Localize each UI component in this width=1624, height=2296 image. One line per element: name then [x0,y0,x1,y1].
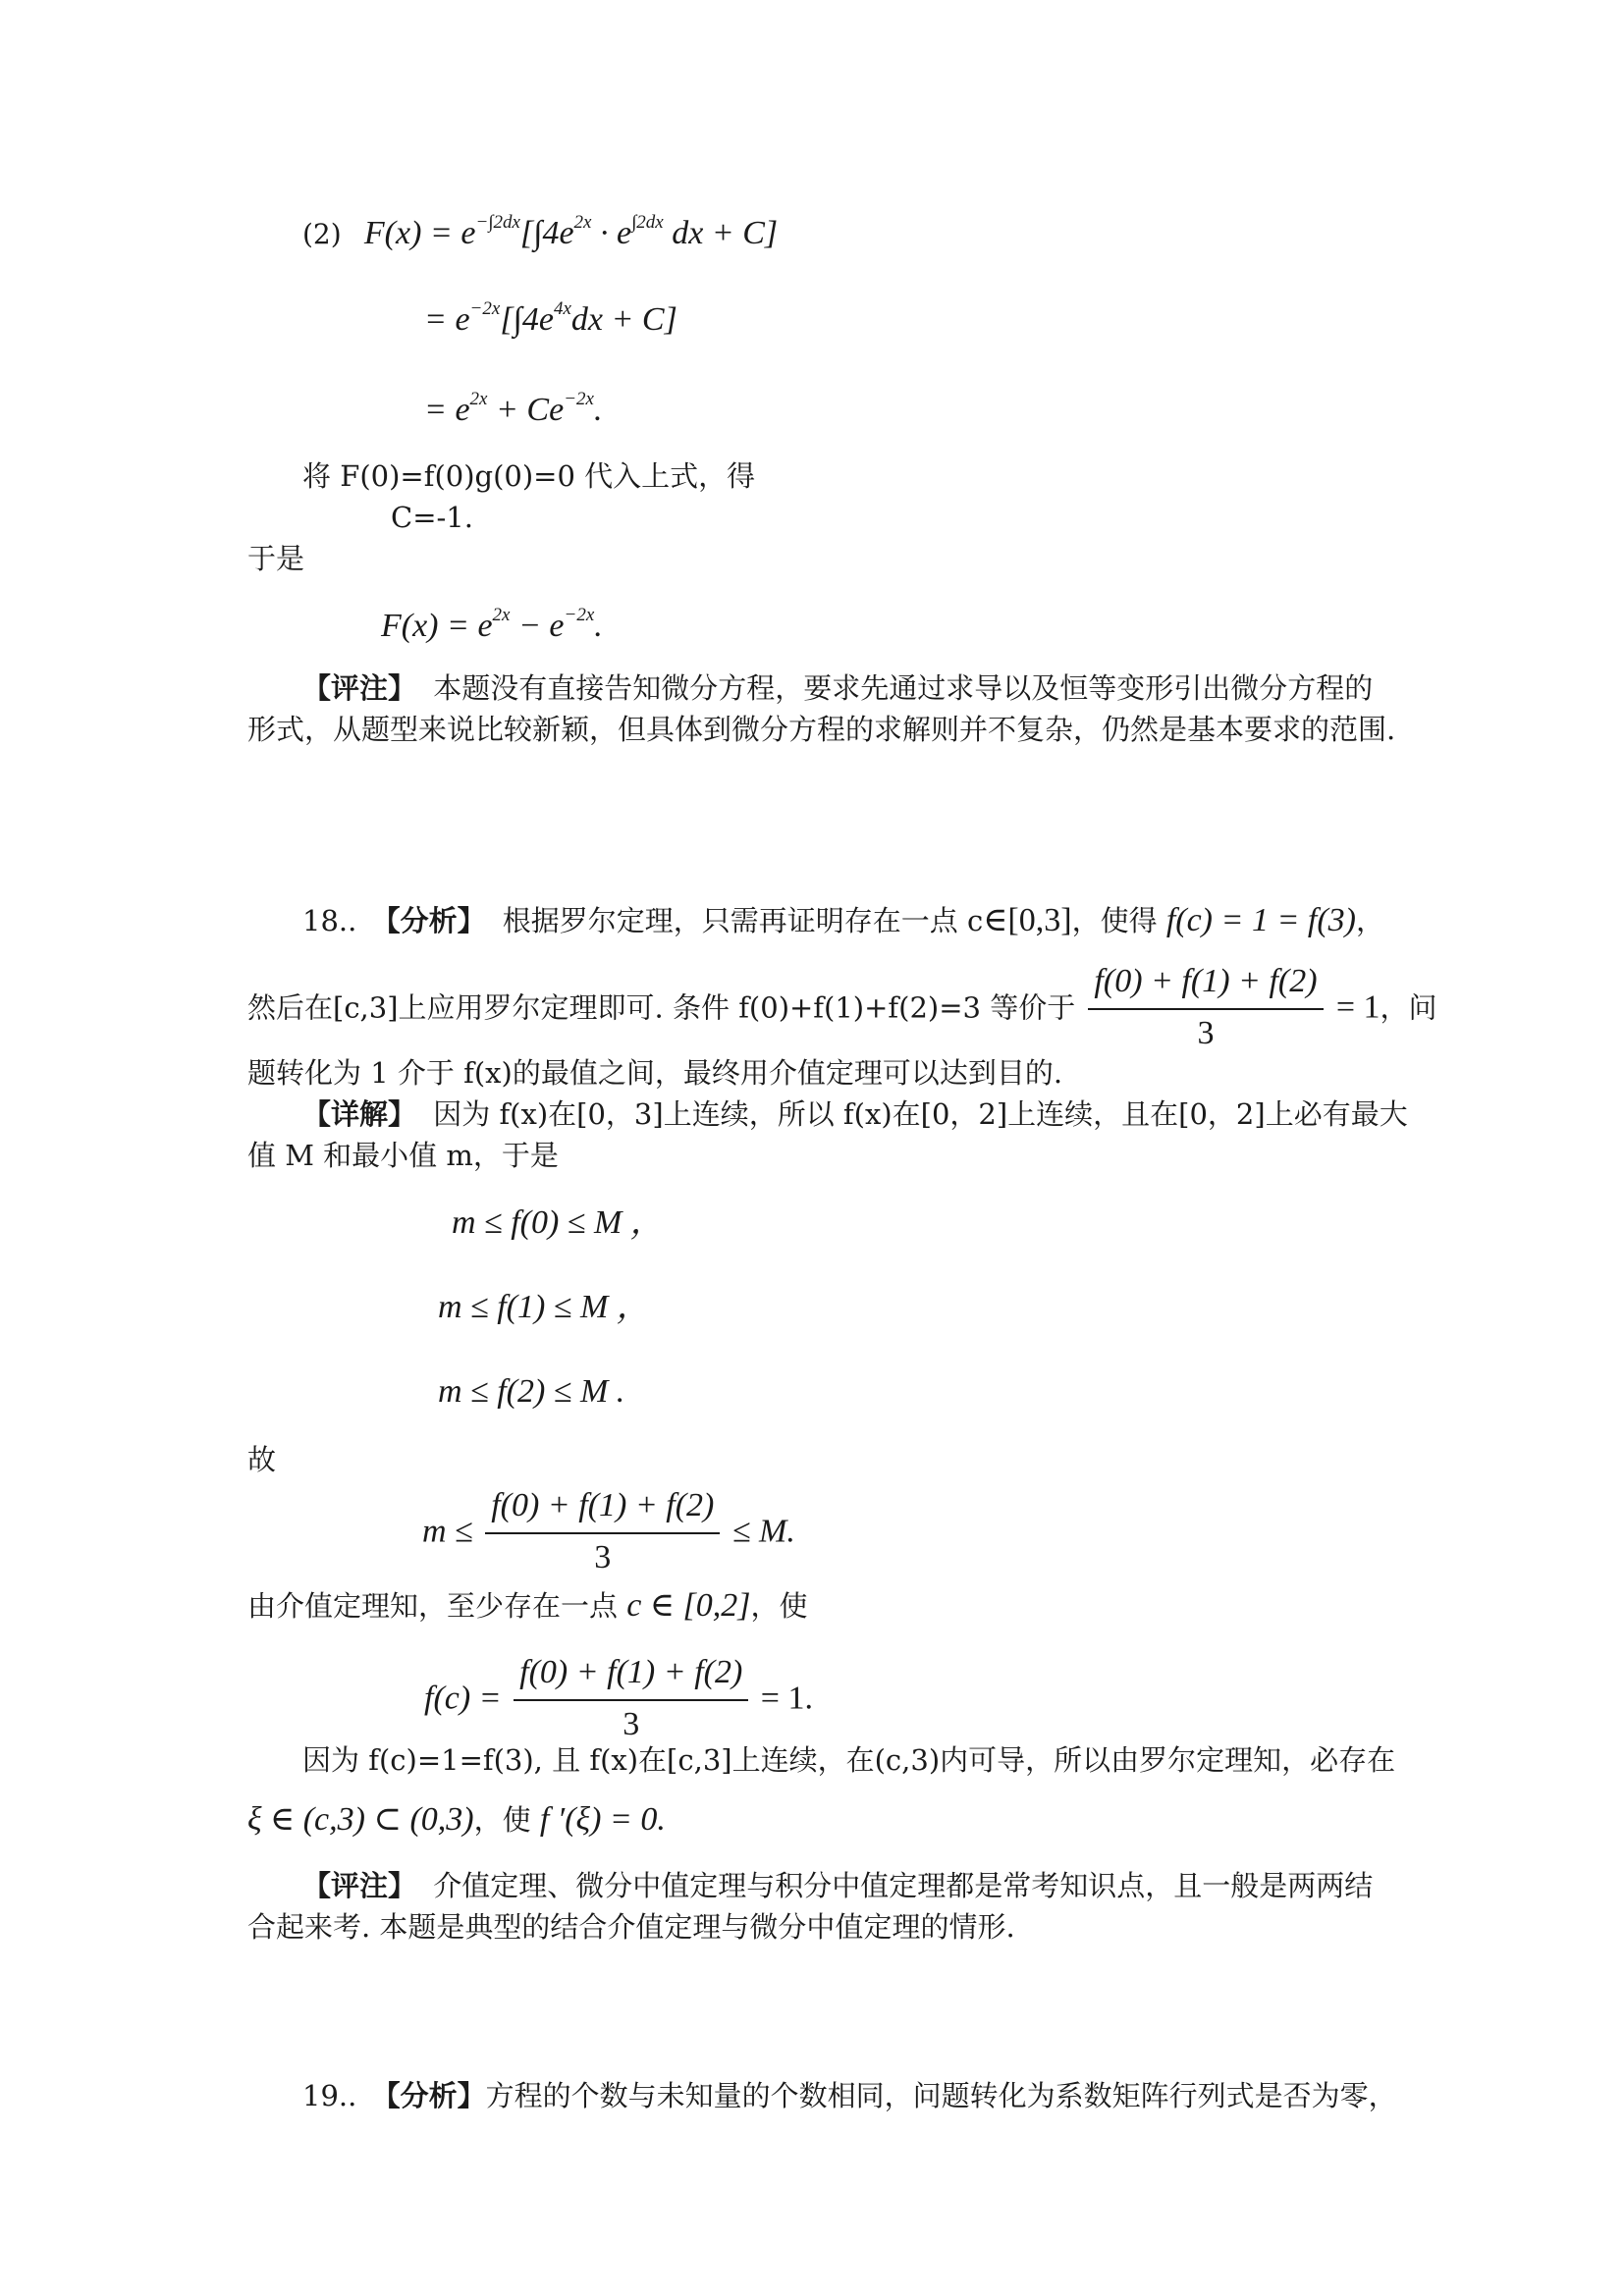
q18-detail1 [302,1097,1408,1132]
ineq-f0: m ≤ f(0) ≤ M ， [452,1204,664,1241]
comment18-line2: 合起来考. 本题是典型的结合介值定理与微分中值定理的情形. [247,1910,1015,1944]
fc-equation [424,1653,813,1745]
q18-number: 18.. [302,904,357,937]
q18-detail2: 值 M 和最小值 m，于是 [247,1139,559,1172]
q19-analysis-tag: 【分析】 [371,2079,486,2112]
gu-text: 故 [247,1443,277,1476]
comment18-text1: 介值定理、微分中值定理与积分中值定理都是常考知识点，且一般是两两结 [433,1869,1374,1902]
combined-denominator: 3 [594,1538,612,1575]
q18-text2: 然后在[c,3]上应用罗尔定理即可. 条件 f(0)+f(1)+f(2)=3 等价于 [247,990,1076,1025]
step1-integral-open: [∫4e [519,215,574,251]
c-value: C=-1. [391,501,473,534]
detail-tag: 【详解】 [302,1097,417,1131]
comment18-tag: 【评注】 [302,1869,417,1902]
ivt-end: ，使 [750,1589,808,1623]
final-formula [381,607,603,647]
combined-left: m ≤ [422,1513,473,1550]
step3-exponent-2: −2x [564,389,594,409]
q18-line3: 题转化为 1 介于 f(x)的最值之间，最终用介值定理可以达到目的. [247,1056,1063,1090]
final-exponent-2: −2x [564,605,595,625]
fc-right: = 1. [760,1680,813,1717]
fraction-denominator: 3 [1197,1014,1215,1051]
fraction-numerator: f(0) + f(1) + f(2) [1088,962,1323,1010]
rolle-math2: f ′(ξ) = 0. [539,1801,666,1838]
ineq-f1: m ≤ f(1) ≤ M ， [438,1289,650,1325]
final-b: − e [510,608,565,644]
ineq-f2: m ≤ f(2) ≤ M . [438,1373,625,1410]
step1-mid: · e [591,215,632,251]
part2-step3 [424,391,602,431]
final-exponent: 2x [492,605,511,625]
step2-exponent: −2x [469,298,501,319]
rolle-text2: ，使 [473,1803,531,1837]
step1-lhs: F(x) = e [363,215,476,251]
rolle-math1: ξ ∈ (c,3) ⊂ (0,3) [247,1801,474,1838]
q18-line2 [247,962,1437,1054]
rolle-line2 [247,1800,666,1841]
comment-tag: 【评注】 [302,671,417,705]
fc-left: f(c) = [424,1680,502,1717]
q19-line1 [302,2079,1397,2113]
step1-tail: dx + C] [672,215,779,251]
combined-fraction [485,1486,720,1578]
step3-c: . [593,392,603,428]
comment17-line2: 形式，从题型来说比较新颖，但具体到微分方程的求解则并不复杂，仍然是基本要求的范围. [247,713,1396,746]
step1-exponent-3: ∫2dx [631,212,664,233]
step3-exponent: 2x [469,389,488,409]
part2-step2 [424,300,677,341]
ivt-text: 由介值定理知，至少存在一点 [247,1589,619,1623]
step2-a: = e [424,301,470,338]
detail-text1: 因为 f(x)在[0，3]上连续，所以 f(x)在[0，2]上连续，且在[0，2]上必有最大 [433,1097,1408,1131]
q18-fraction [1088,962,1323,1054]
step3-a: = e [424,392,470,428]
combined-numerator: f(0) + f(1) + f(2) [485,1486,720,1534]
final-c: . [594,608,603,644]
rolle-line1: 因为 f(c)=1=f(3), 且 f(x)在[c,3]上连续，在(c,3)内可导，所以由罗尔定理知，必存在 [302,1743,1396,1777]
part-label: (2) [302,218,342,250]
substitute-text: 将 F(0)=f(0)g(0)=0 代入上式，得 [302,459,756,493]
q18-equals-one: = 1 [1335,988,1380,1026]
q18-text1b: ，使得 [1071,904,1158,937]
fc-fraction [514,1653,748,1745]
step2-exponent-2: 4x [553,298,571,319]
ivt-math: c ∈ [0,2] [626,1587,751,1624]
step2-b: [∫4e [500,301,554,338]
fc-numerator: f(0) + f(1) + f(2) [514,1653,748,1701]
q19-number: 19.. [302,2079,357,2112]
step2-c: dx + C] [570,301,677,338]
q18-end2: ，问 [1380,990,1437,1025]
yushi-text: 于是 [247,542,305,575]
comment17-text1: 本题没有直接告知微分方程，要求先通过求导以及恒等变形引出微分方程的 [433,671,1374,705]
step1-exponent-2: 2x [573,212,592,233]
fc-denominator: 3 [623,1705,640,1742]
q19-text1: 方程的个数与未知量的个数相同，问题转化为系数矩阵行列式是否为零， [485,2079,1397,2112]
q18-math2: f(c) = 1 = f(3) [1165,902,1356,938]
combined-inequality [422,1486,795,1578]
analysis-tag: 【分析】 [371,904,486,937]
comment17-line1 [302,671,1373,706]
comment18-line1 [302,1869,1373,1903]
q18-text1: 根据罗尔定理，只需再证明存在一点 c [502,904,984,937]
step1-exponent: −∫2dx [475,212,520,233]
part2-step1 [302,214,778,254]
ivt-line [247,1586,807,1627]
q18-line1 [302,901,1384,941]
step3-b: + Ce [487,392,565,428]
combined-right: ≤ M. [731,1513,795,1550]
final-a: F(x) = e [381,608,493,644]
q18-math1: ∈[0,3] [983,902,1072,938]
q18-end1: ， [1355,904,1384,937]
